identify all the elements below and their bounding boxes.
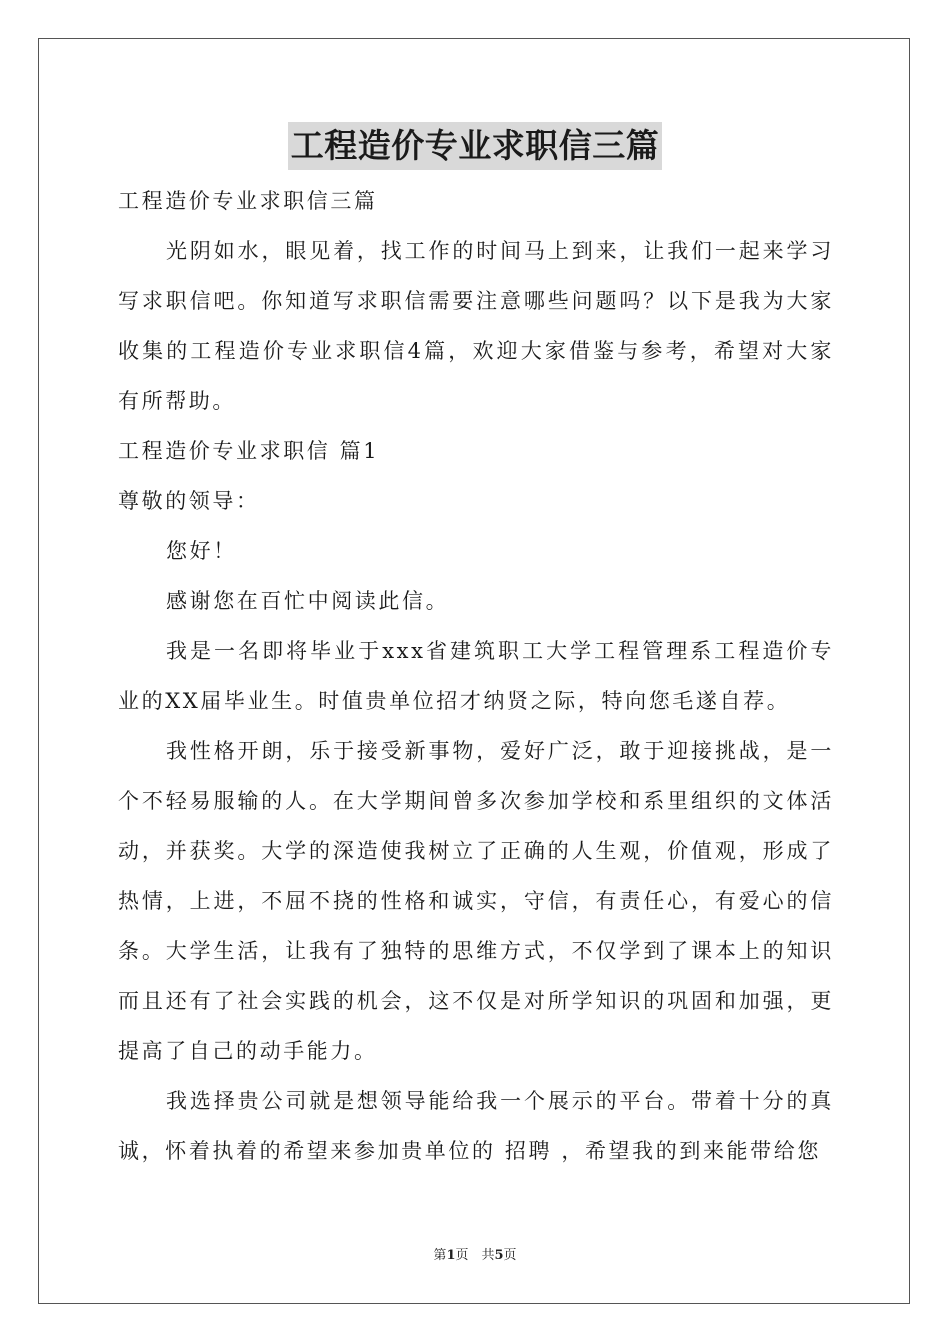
current-page-number: 1 [446,1248,456,1263]
title-container [0,122,950,170]
page-label-mid: 页 共 [455,1248,495,1263]
document-title: 工程造价专业求职信三篇 [288,122,663,170]
paragraph: 我选择贵公司就是想领导能给我一个展示的平台。带着十分的真诚，怀着执着的希望来参加贵单位的 招聘 ，希望我的到来能带给您 [118,1089,834,1163]
page-label-prefix: 第 [433,1248,447,1263]
greeting: 您好！ [166,539,237,563]
total-page-number: 5 [494,1248,504,1263]
paragraph: 我是一名即将毕业于xxx省建筑职工大学工程管理系工程造价专业的XX届毕业生。时值贵单位招才纳贤之际，特向您毛遂自荐。 [118,639,834,713]
document-body [118,176,834,1176]
paragraph: 我性格开朗，乐于接受新事物，爱好广泛，敢于迎接挑战，是一个不轻易服输的人。在大学期间曾多次参加学校和系里组织的文体活动，并获奖。大学的深造使我树立了正确的人生观，价值观，形成了热情，上进，不屈不挠的性格和诚实，守信，有责任心，有爱心的信条。大学生活，让我有了独特的思维方式，不仅学到了课本上的知识而且还有了社会实践的机会，这不仅是对所学知识的巩固和加强，更提高了自己的动手能力。 [118,739,834,1063]
paragraph: 光阴如水，眼见着，找工作的时间马上到来，让我们一起来学习写求职信吧。你知道写求职信需要注意哪些问题吗？以下是我为大家收集的工程造价专业求职信4篇，欢迎大家借鉴与参考，希望对大家有所帮助。 [118,239,834,413]
page-label-suffix: 页 [503,1248,517,1263]
paragraph: 感谢您在百忙中阅读此信。 [166,589,450,613]
paragraph: 工程造价专业求职信三篇 [118,189,378,213]
salutation: 尊敬的领导： [118,489,260,513]
section-heading: 工程造价专业求职信 篇1 [118,439,380,463]
page-footer [0,1244,950,1263]
